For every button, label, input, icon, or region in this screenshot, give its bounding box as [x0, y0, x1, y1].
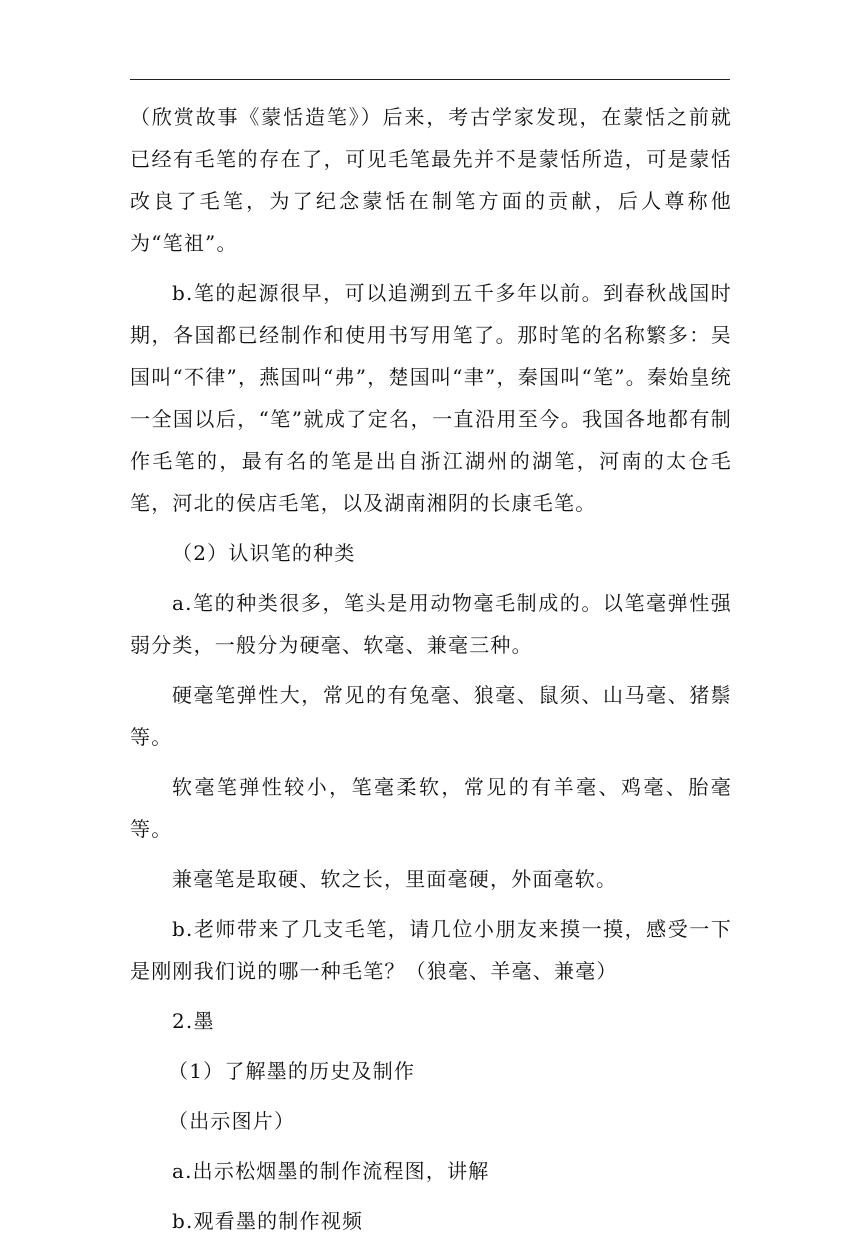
section-heading-ink: 2.墨	[172, 1009, 215, 1033]
header-rule	[130, 79, 730, 80]
paragraph-pen-origin: b.笔的起源很早，可以追溯到五千多年以前。到春秋战国时期，各国都已经制作和使用书写用笔了。那时笔的名称繁多：吴国叫“不律”，燕国叫“弗”，楚国叫“聿”，秦国叫“笔”。秦始皇统一全国以后，“笔”就成了定名，一直沿用至今。我国各地都有制作毛笔的，最有名的笔是出自浙江湖州的湖笔，河南的太仓毛笔，河北的侯店毛笔，以及湖南湘阴的长康毛笔。	[130, 281, 732, 515]
paragraph-story-note: （欣赏故事《蒙恬造笔》）后来，考古学家发现，在蒙恬之前就已经有毛笔的存在了，可见毛笔最先并不是蒙恬所造，可是蒙恬改良了毛笔，为了纪念蒙恬在制笔方面的贡献，后人尊称他为“笔祖”。	[130, 105, 732, 255]
subsection-heading-ink-history: （1）了解墨的历史及制作	[168, 1059, 416, 1083]
paragraph-show-pictures: （出示图片）	[168, 1109, 296, 1133]
paragraph-ink-video: b.观看墨的制作视频	[172, 1209, 364, 1233]
paragraph-pen-types: a.笔的种类很多，笔头是用动物毫毛制成的。以笔毫弹性强弱分类，一般分为硬毫、软毫、兼毫三种。	[130, 591, 732, 657]
paragraph-hard-hair: 硬毫笔弹性大，常见的有兔毫、狼毫、鼠须、山马毫、猪鬃等。	[130, 683, 732, 749]
document-body	[130, 96, 732, 1242]
paragraph-soft-hair: 软毫笔弹性较小，笔毫柔软，常见的有羊毫、鸡毫、胎毫等。	[130, 775, 732, 841]
paragraph-mixed-hair: 兼毫笔是取硬、软之长，里面毫硬，外面毫软。	[172, 867, 618, 891]
paragraph-teacher-brushes: b.老师带来了几支毛笔，请几位小朋友来摸一摸，感受一下是刚刚我们说的哪一种毛笔？（狼毫、羊毫、兼毫）	[130, 917, 732, 983]
section-heading-pen-types: （2）认识笔的种类	[172, 541, 356, 565]
paragraph-ink-flowchart: a.出示松烟墨的制作流程图，讲解	[172, 1159, 490, 1183]
